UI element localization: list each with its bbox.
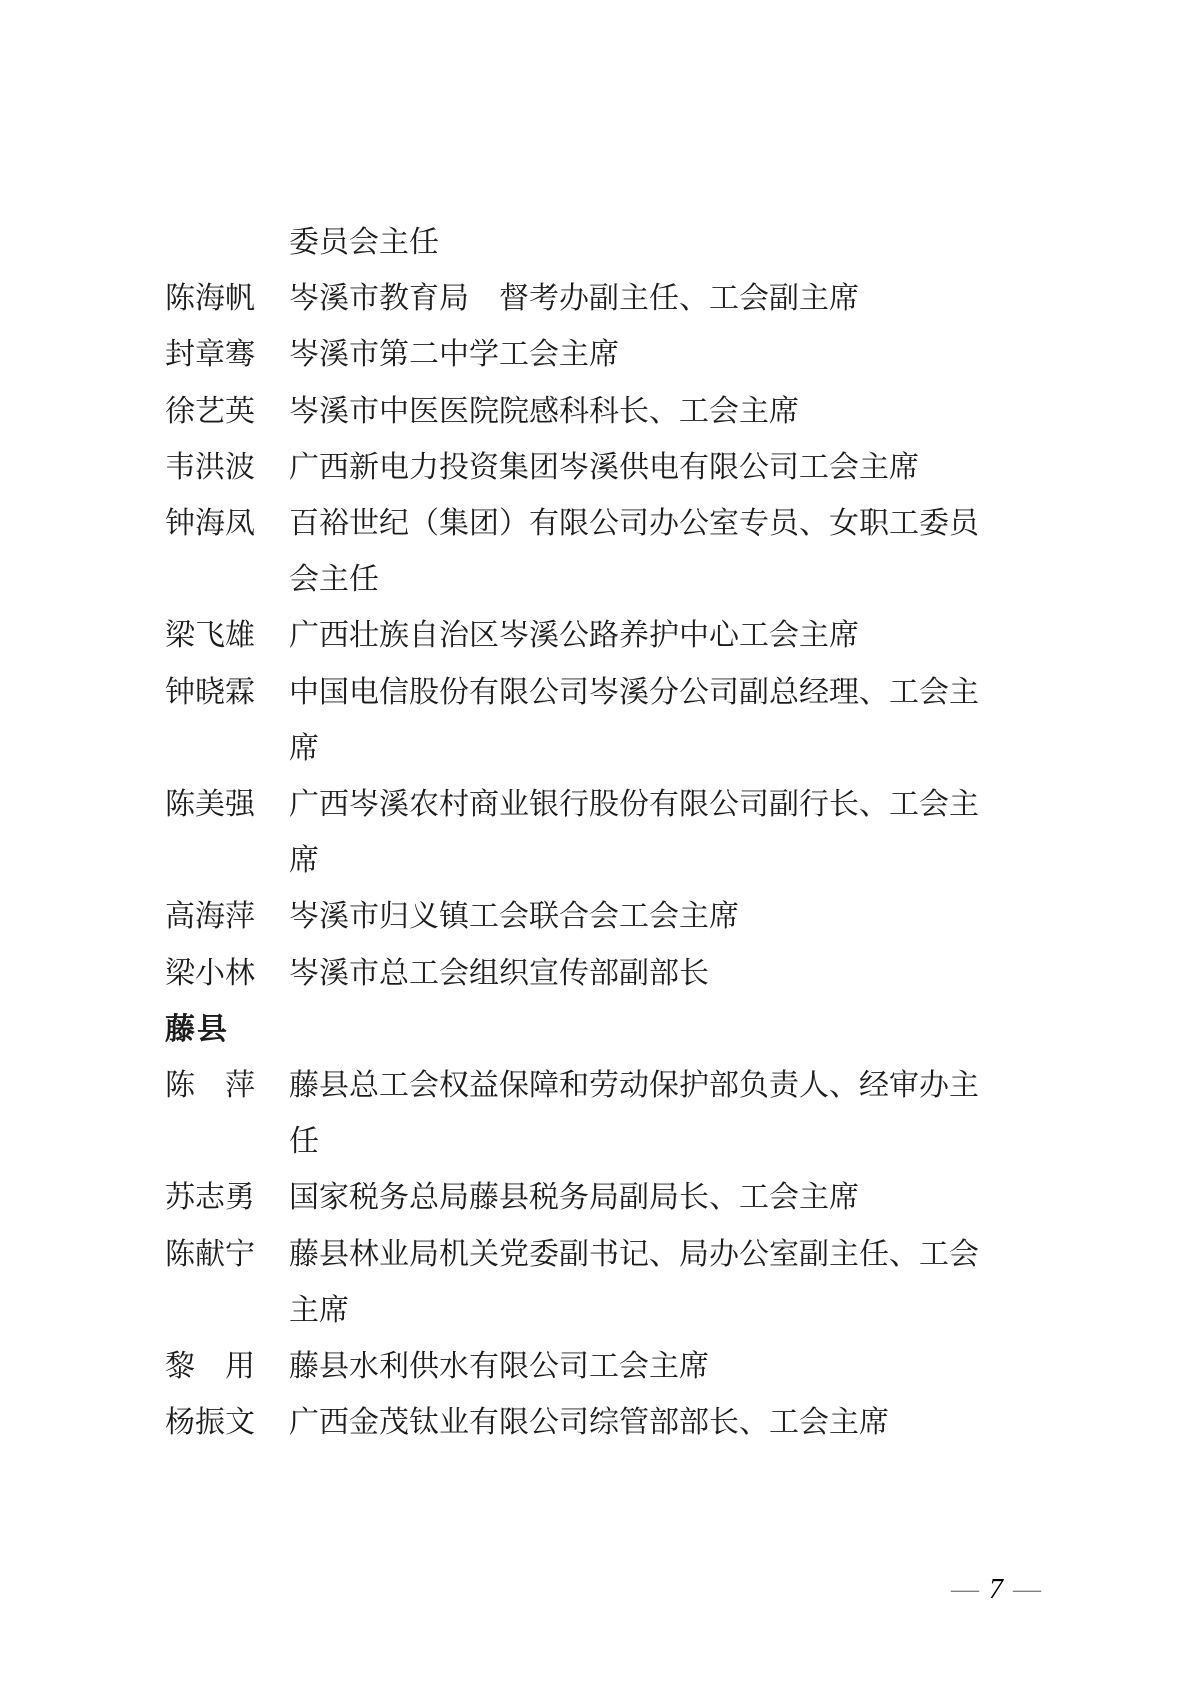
person-name: 苏志勇: [165, 1181, 255, 1215]
person-title-line: 广西新电力投资集团岑溪供电有限公司工会主席: [289, 450, 919, 484]
person-title-line: 广西金茂钛业有限公司综管部部长、工会主席: [289, 1406, 889, 1440]
person-title-line: 百裕世纪（集团）有限公司办公室专员、女职工委员: [289, 507, 979, 541]
roster-row: [165, 946, 1065, 1002]
person-name: 杨振文: [165, 1406, 255, 1440]
roster-row: [165, 1170, 1065, 1226]
person-name: 梁小林: [165, 956, 255, 990]
person-name: 陈美强: [165, 788, 255, 822]
roster-row: [165, 1339, 1065, 1395]
roster-row: [165, 665, 1065, 777]
roster-row: [165, 327, 1065, 383]
person-title: [289, 271, 1065, 327]
person-title: [289, 327, 1065, 383]
roster-row: [165, 215, 1065, 271]
roster: [165, 215, 1065, 1451]
roster-row: [165, 608, 1065, 664]
person-title: [289, 1227, 1065, 1339]
page-number: [951, 1575, 1041, 1605]
person-title: [289, 665, 1065, 777]
person-name: 封章骞: [165, 338, 255, 372]
person-title-line: 委员会主任: [289, 226, 439, 259]
person-title-line: 中国电信股份有限公司岑溪分公司副总经理、工会主: [289, 675, 979, 709]
person-name: 陈献宁: [165, 1237, 255, 1271]
person-title: [289, 440, 1065, 496]
roster-row: [165, 496, 1065, 608]
person-title-line: 广西岑溪农村商业银行股份有限公司副行长、工会主: [289, 788, 979, 822]
person-title-line: 国家税务总局藤县税务局副局长、工会主席: [289, 1181, 859, 1215]
person-title: [289, 1339, 1065, 1395]
roster-row: [165, 384, 1065, 440]
person-name: 韦洪波: [165, 450, 255, 484]
person-title-line: 会主任: [289, 563, 379, 597]
person-title-line: 岑溪市第二中学工会主席: [289, 338, 619, 372]
person-title-line: 岑溪市总工会组织宣传部副部长: [289, 956, 709, 990]
roster-row: [165, 271, 1065, 327]
roster-row: [165, 777, 1065, 889]
section-row: [165, 1002, 1065, 1058]
person-title-line: 主席: [289, 1293, 349, 1327]
person-title-line: 广西壮族自治区岑溪公路养护中心工会主席: [289, 619, 859, 653]
section-header: 藤县: [165, 1012, 229, 1046]
person-name: 钟晓霖: [165, 675, 255, 709]
roster-row: [165, 889, 1065, 945]
roster-row: [165, 440, 1065, 496]
person-name: 钟海凤: [165, 507, 255, 541]
person-title-line: 任: [289, 1125, 319, 1159]
person-title: [289, 946, 1065, 1002]
person-title: [289, 608, 1065, 664]
page-number-value: 7: [989, 1574, 1003, 1605]
person-title-line: 藤县总工会权益保障和劳动保护部负责人、经审办主: [289, 1069, 979, 1103]
roster-row: [165, 1058, 1065, 1170]
person-title-line: 岑溪市中医医院院感科科长、工会主席: [289, 394, 799, 428]
person-title: [289, 496, 1065, 608]
person-name: 高海萍: [165, 900, 255, 934]
roster-row: [165, 1395, 1065, 1451]
person-name: 陈 萍: [165, 1069, 255, 1103]
page-number-dash: —: [1013, 1574, 1041, 1605]
person-title: [289, 1058, 1065, 1170]
person-title-line: 席: [289, 731, 319, 765]
person-name: 陈海帆: [165, 282, 255, 316]
person-name: 梁飞雄: [165, 619, 255, 653]
person-title: [289, 384, 1065, 440]
person-title-line: 席: [289, 844, 319, 878]
person-title-line: 岑溪市归义镇工会联合会工会主席: [289, 900, 739, 934]
page-number-dash: —: [951, 1574, 979, 1605]
person-title-line: 藤县水利供水有限公司工会主席: [289, 1350, 709, 1384]
person-name: 徐艺英: [165, 394, 255, 428]
person-title: [289, 1170, 1065, 1226]
person-name: 黎 用: [165, 1350, 255, 1384]
roster-row: [165, 1227, 1065, 1339]
person-title-line: 藤县林业局机关党委副书记、局办公室副主任、工会: [289, 1237, 979, 1271]
person-title: [289, 215, 1065, 271]
person-title: [289, 1395, 1065, 1451]
person-title: [289, 777, 1065, 889]
person-title-line: 岑溪市教育局 督考办副主任、工会副主席: [289, 282, 859, 316]
person-title: [289, 889, 1065, 945]
